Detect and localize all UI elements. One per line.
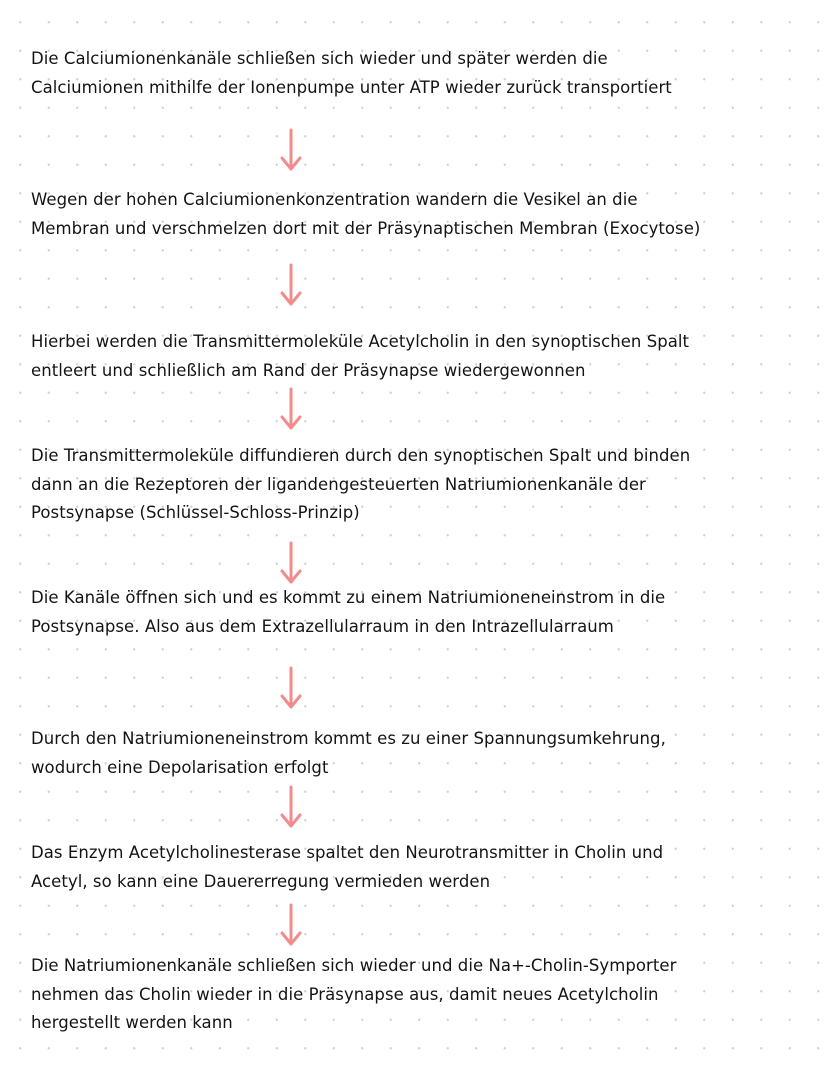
step-text-1: Die Calciumionenkanäle schließen sich wieder und später werden die Calciumionen mithilfe der Ionenpumpe unter ATP wieder zurück transportiert: [31, 49, 672, 97]
step-text-6: Durch den Natriumioneneinstrom kommt es zu einer Spannungsumkehrung, wodurch eine Depolarisation erfolgt: [31, 729, 666, 777]
step-text-5: Die Kanäle öffnen sich und es kommt zu einem Natriumioneneinstrom in die Postsynapse. Also aus dem Extrazellularraum in den Intrazellularraum: [31, 588, 666, 636]
step-text-2: Wegen der hohen Calciumionenkonzentration wandern die Vesikel an die Membran und verschmelzen dort mit der Präsynaptischen Membran (Exocytose): [31, 190, 701, 238]
arrow-down-icon: [277, 386, 305, 432]
step-text-8: Die Natriumionenkanäle schließen sich wieder und die Na+-Cholin-Symporter nehmen das Cholin wieder in die Präsynapse aus, damit neues Acetylcholin hergestellt werden kann: [31, 956, 677, 1032]
arrow-down-icon: [277, 902, 305, 948]
arrow-down-icon: [277, 127, 305, 173]
arrow-down-icon: [277, 540, 305, 586]
step-text-3: Hierbei werden die Transmittermoleküle Acetylcholin in den synoptischen Spalt entleert und schließlich am Rand der Präsynapse wiedergewonnen: [31, 332, 690, 380]
arrow-down-icon: [277, 262, 305, 308]
arrow-down-icon: [277, 665, 305, 711]
arrow-down-icon: [277, 784, 305, 830]
step-text-4: Die Transmittermoleküle diffundieren durch den synoptischen Spalt und binden dann an die Rezeptoren der ligandengesteuerten Natriumionenkanäle der Postsynapse (Schlüssel-Schloss-Prinzip): [31, 446, 691, 522]
step-text-7: Das Enzym Acetylcholinesterase spaltet den Neurotransmitter in Cholin und Acetyl, so kann eine Dauererregung vermieden werden: [31, 843, 664, 891]
